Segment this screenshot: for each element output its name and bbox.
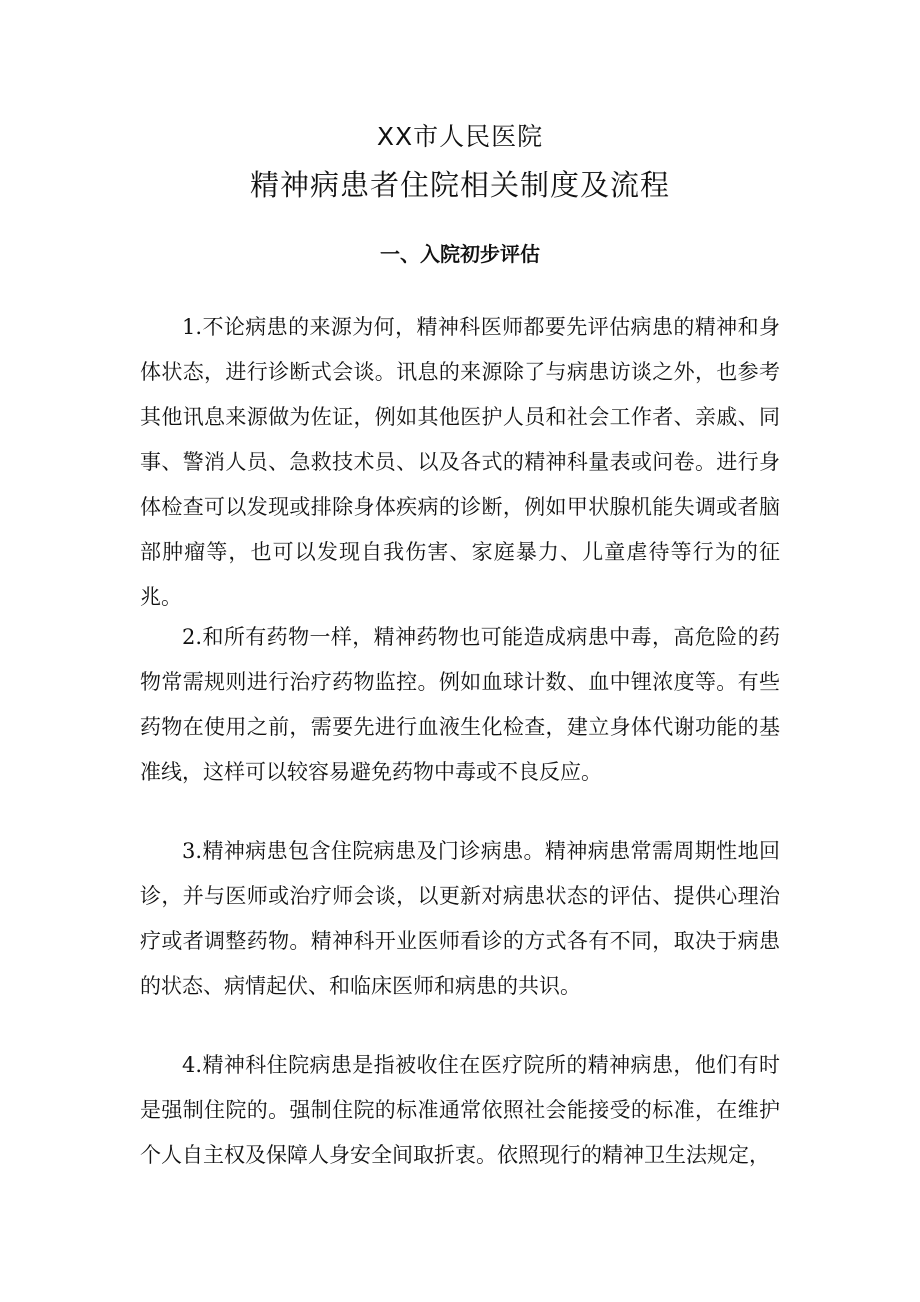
hospital-name-title: XX市人民医院 xyxy=(376,122,544,151)
paragraph-2: 2.和所有药物一样，精神药物也可能造成病患中毒，高危险的药物常需规则进行治疗药物监控。例如血球计数、血中锂浓度等。有些药物在使用之前，需要先进行血液生化检查，建立身体代谢功能的基准线，这样可以较容易避免药物中毒或不良反应。 xyxy=(140,625,780,784)
document-title: 精神病患者住院相关制度及流程 xyxy=(249,168,670,202)
paragraph-3: 3.精神病患包含住院病患及门诊病患。精神病患常需周期性地回诊，并与医师或治疗师会谈，以更新对病患状态的评估、提供心理治疗或者调整药物。精神科开业医师看诊的方式各有不同，取决于病患的状态、病情起伏、和临床医师和病患的共识。 xyxy=(140,839,780,998)
paragraph-1: 1.不论病患的来源为何，精神科医师都要先评估病患的精神和身体状态，进行诊断式会谈。讯息的来源除了与病患访谈之外，也参考其他讯息来源做为佐证，例如其他医护人员和社会工作者、亲戚、同事、警消人员、急救技术员、以及各式的精神科量表或问卷。进行身体检查可以发现或排除身体疾病的诊断，例如甲状腺机能失调或者脑部肿瘤等，也可以发现自我伤害、家庭暴力、儿童虐待等行为的征兆。 xyxy=(140,315,780,609)
section-heading: 一、入院初步评估 xyxy=(380,242,540,266)
paragraph-4: 4.精神科住院病患是指被收住在医疗院所的精神病患，他们有时是强制住院的。强制住院的标准通常依照社会能接受的标准，在维护个人自主权及保障人身安全间取折衷。依照现行的精神卫生法规定， xyxy=(140,1053,780,1167)
